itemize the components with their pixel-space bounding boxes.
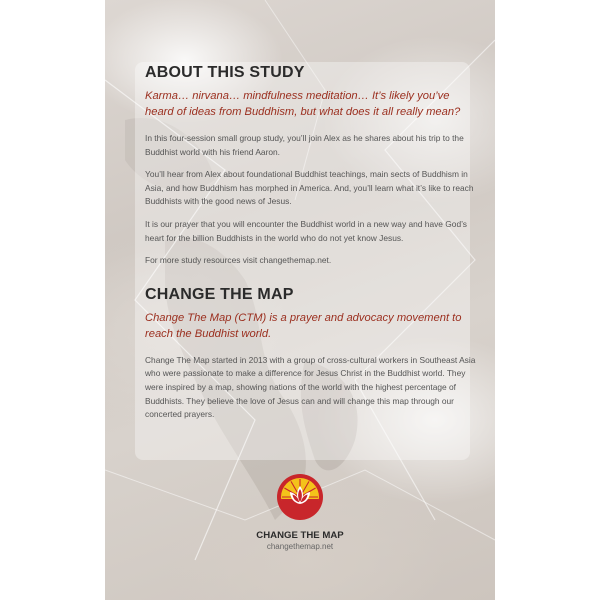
about-heading: ABOUT THIS STUDY bbox=[145, 64, 305, 81]
change-paragraph-1: Change The Map started in 2013 with a group of cross-cultural workers in Southeast Asia who were passionate to make a difference for Jesus Christ in the Buddhist world. They were inspired by a map, showing nations of the world with the highest percentage of Buddhists. They believe the love of Jesus can and will change this map through our concerted prayers. bbox=[145, 354, 476, 420]
about-paragraph-3: It is our prayer that you will encounter the Buddhist world in a new way and have God’s heart for the billion Buddhists in the world who do not yet know Jesus. bbox=[145, 218, 467, 243]
lotus-sunburst-icon bbox=[276, 473, 324, 521]
change-lead: Change The Map (CTM) is a prayer and advocacy movement to reach the Buddhist world. bbox=[145, 311, 462, 340]
change-the-map-logo bbox=[105, 473, 495, 551]
change-heading: CHANGE THE MAP bbox=[145, 285, 294, 303]
about-paragraph-2: You’ll hear from Alex about foundational Buddhist teachings, main sects of Buddhism in Asia, and how Buddhism has morphed in America. And, you’ll learn what it’s like to reach Buddhists with the good news of Jesus. bbox=[145, 169, 474, 207]
study-description bbox=[145, 64, 477, 431]
logo-title: CHANGE THE MAP bbox=[256, 530, 344, 541]
logo-url: changethemap.net bbox=[266, 542, 334, 551]
book-back-cover bbox=[105, 0, 495, 600]
about-lead: Karma… nirvana… mindfulness meditation… It’s likely you’ve heard of ideas from Buddhism, but what does it all really mean? bbox=[145, 90, 461, 118]
about-paragraph-1: In this four-session small group study, you’ll join Alex as he shares about his trip to the Buddhist world with his friend Aaron. bbox=[145, 133, 464, 157]
about-paragraph-4: For more study resources visit changethemap.net. bbox=[145, 255, 332, 266]
